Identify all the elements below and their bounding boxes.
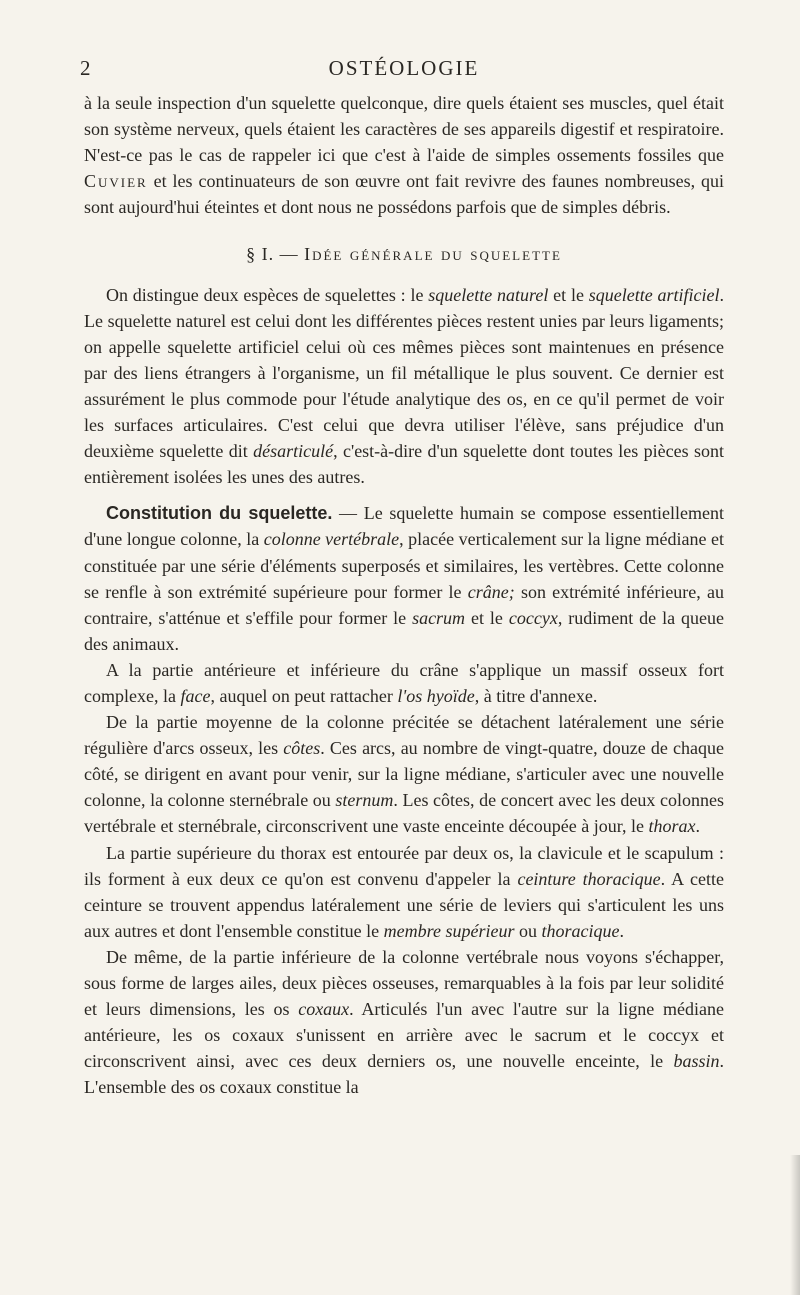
run-in-heading: Constitution du squelette. <box>106 503 333 524</box>
paragraph-constitution: Constitution du squelette. — Le squelette humain se compose essentiellement d'une longue colonne, la colonne vertébrale, placée verticalement sur la ligne médiane et constituée par une série d'éléments superposés et similaires, les vertèbres. Cette colonne se renfle à son extrémité supérieure pour former le crâne; son extrémité inférieure, au contraire, s'atténue et s'effile pour former le sacrum et le coccyx, rudiment de la queue des animaux. <box>84 503 724 654</box>
paragraph-thoracic-girdle: La partie supérieure du thorax est entourée par deux os, la clavicule et le scapulum : ils forment à eux deux ce qu'on est convenu d'appeler la ceinture thoracique. A cette ceinture se trouvent appendus latéralement une série de leviers qui s'articulent les uns aux autres et dont l'ensemble constitue le membre supérieur ou thoracique. <box>84 842 724 941</box>
paragraph-ribs: De la partie moyenne de la colonne précitée se détachent latéralement une série régulière d'arcs osseux, les côtes. Ces arcs, au nombre de vingt-quatre, douze de chaque côté, se dirigent en avant pour venir, sur la ligne médiane, s'articuler avec une nouvelle colonne, la colonne sternébrale ou sternum. Les côtes, de concert avec les deux colonnes vertébrale et sternébrale, circonscrivent une vaste enceinte découpée à jour, le thorax. <box>84 712 724 837</box>
page-edge-shadow <box>790 1155 800 1295</box>
body-text <box>84 90 724 1100</box>
page-number: 2 <box>80 56 92 80</box>
section-number: § I. — <box>246 244 299 265</box>
running-title: OSTÉOLOGIE <box>328 56 480 80</box>
paragraph-intro: à la seule inspection d'un squelette quelconque, dire quels étaient ses muscles, quel était son système nerveux, quels étaient les caractères de ses appareils digestif et respiratoire. N'est-ce pas le cas de rappeler ici que c'est à l'aide de simples ossements fossiles que Cuvier et les continuateurs de son œuvre ont fait revivre des faunes nombreuses, qui sont aujourd'hui éteintes et dont nous ne possédons parfois que de simples débris. <box>84 93 724 218</box>
paragraph-skeleton-types: On distingue deux espèces de squelettes : le squelette naturel et le squelette artificiel. Le squelette naturel est celui dont les différentes pièces restent unies par leurs ligaments; on appelle squelette artificiel celui où ces mêmes pièces sont maintenues en présence par des liens étrangers à l'organisme, un fil métallique le plus souvent. Ce dernier est assurément le plus commode pour l'étude analytique des os, en ce qu'il permet de voir les surfaces articulaires. C'est celui que devra utiliser l'élève, sans préjudice d'un deuxième squelette dit désarticulé, c'est-à-dire d'un squelette dont toutes les pièces sont entièrement isolées les unes des autres. <box>84 284 725 488</box>
author-name: Cuvier <box>84 171 148 192</box>
paragraph-pelvis: De même, de la partie inférieure de la colonne vertébrale nous voyons s'échapper, sous forme de larges ailes, deux pièces osseuses, remarquables à la fois par leur solidité et leurs dimensions, les os coxaux. Articulés l'un avec l'autre sur la ligne médiane antérieure, les os coxaux s'unissent en arrière avec le sacrum et le coccyx et circonscrivent ainsi, avec ces deux derniers os, une nouvelle enceinte, le bassin. L'ensemble des os coxaux constitue la <box>84 946 724 1098</box>
paragraph-face: A la partie antérieure et inférieure du crâne s'applique un massif osseux fort complexe, la face, auquel on peut rattacher l'os hyoïde, à titre d'annexe. <box>84 659 724 706</box>
section-title: Idée générale du squelette <box>304 244 562 265</box>
section-heading <box>84 241 724 267</box>
